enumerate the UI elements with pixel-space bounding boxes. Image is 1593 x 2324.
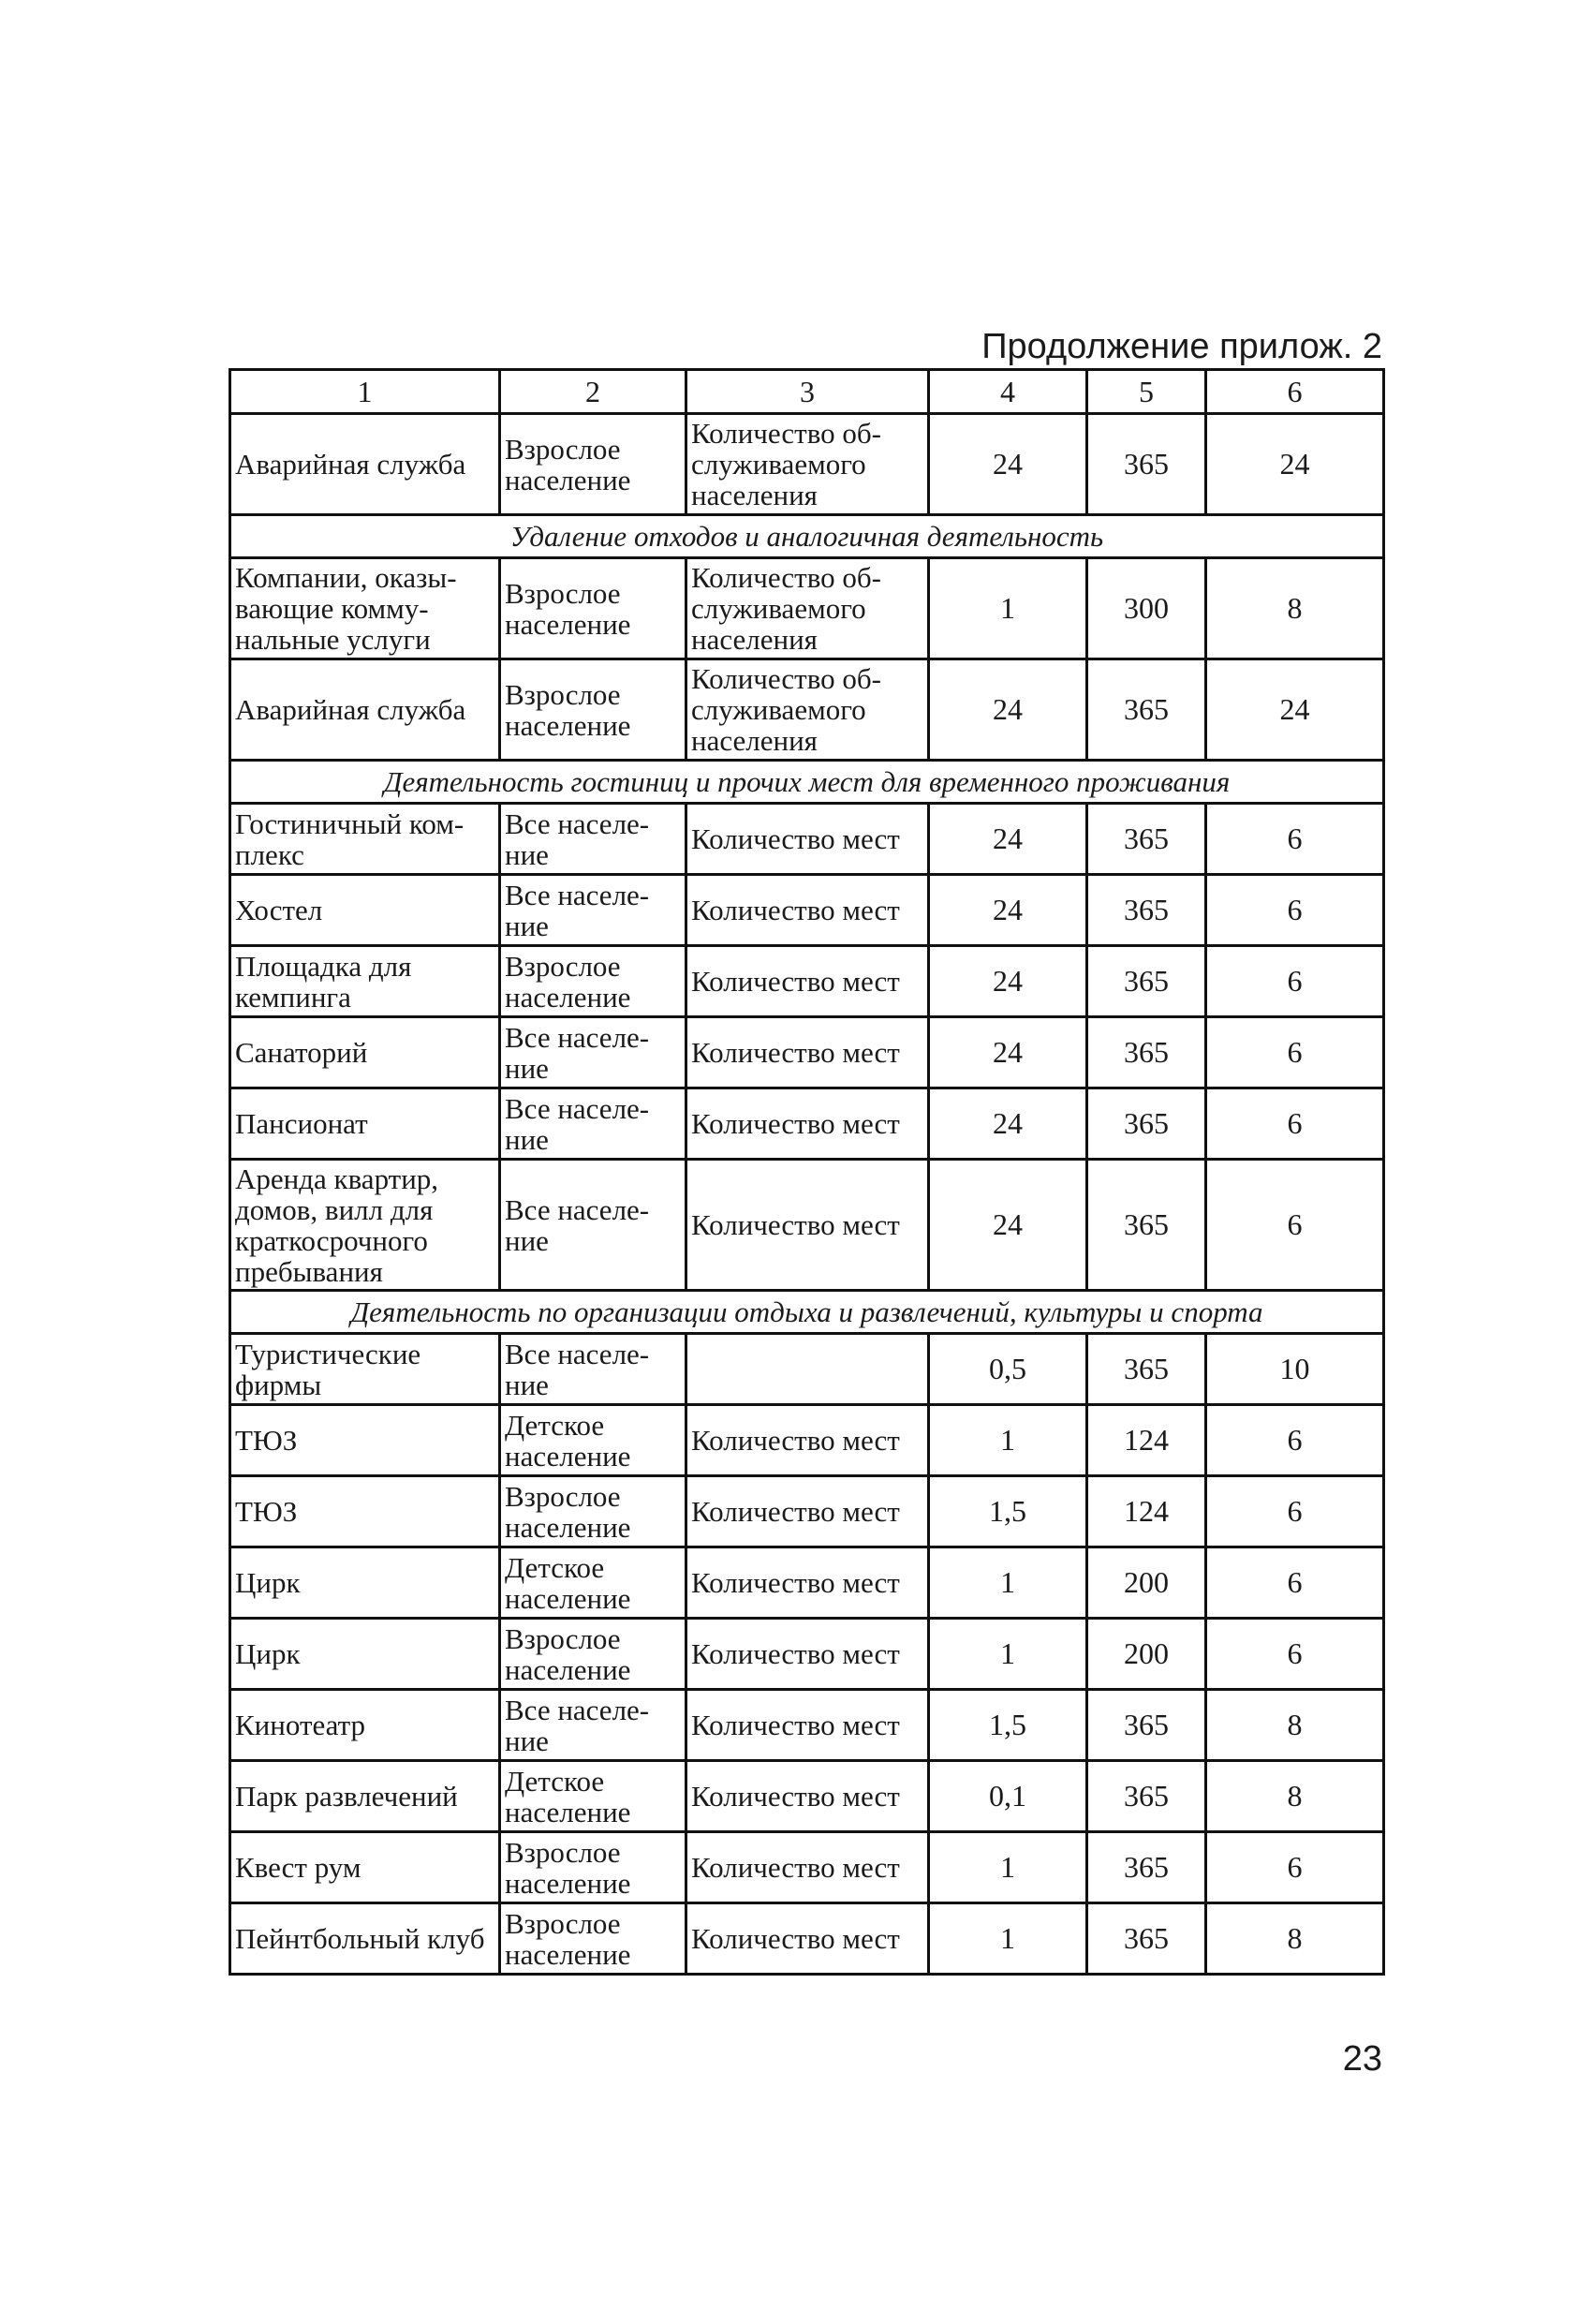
population-cell: Все населе-ние (500, 1690, 686, 1761)
table-row (230, 1832, 1384, 1903)
table-row (230, 558, 1384, 659)
appendix-table (229, 368, 1385, 1976)
unit-cell: Количество мест (686, 1903, 929, 1975)
population-cell: Взрослое население (500, 1832, 686, 1903)
value-cell: 1 (929, 1405, 1087, 1476)
section-title: Деятельность по организации отдыха и развлечений, культуры и спорта (230, 1291, 1384, 1334)
value-cell: 365 (1087, 1903, 1206, 1975)
population-cell: Взрослое население (500, 659, 686, 761)
unit-cell: Количество мест (686, 946, 929, 1017)
unit-cell: Количество мест (686, 1690, 929, 1761)
table-row (230, 1476, 1384, 1547)
value-cell: 24 (929, 1017, 1087, 1088)
value-cell: 365 (1087, 1832, 1206, 1903)
unit-cell: Количество мест (686, 1761, 929, 1832)
value-cell: 365 (1087, 946, 1206, 1017)
organization-cell: Аварийная служба (230, 414, 500, 515)
value-cell: 365 (1087, 1088, 1206, 1160)
organization-cell: Кинотеатр (230, 1690, 500, 1761)
population-cell: Взрослое население (500, 414, 686, 515)
value-cell: 6 (1206, 1160, 1384, 1291)
organization-cell: Площадка для кемпинга (230, 946, 500, 1017)
unit-cell: Количество мест (686, 1017, 929, 1088)
unit-cell: Количество мест (686, 875, 929, 946)
organization-cell: Компании, оказы-вающие комму-нальные услуги (230, 558, 500, 659)
population-cell: Взрослое население (500, 558, 686, 659)
header-cell: 5 (1087, 370, 1206, 414)
value-cell: 365 (1087, 1160, 1206, 1291)
value-cell: 1,5 (929, 1476, 1087, 1547)
unit-cell (686, 1334, 929, 1405)
unit-cell: Количество об-служиваемого населения (686, 659, 929, 761)
organization-cell: Туристические фирмы (230, 1334, 500, 1405)
value-cell: 6 (1206, 804, 1384, 875)
unit-cell: Количество мест (686, 1088, 929, 1160)
value-cell: 1 (929, 1903, 1087, 1975)
organization-cell: Цирк (230, 1547, 500, 1619)
value-cell: 1 (929, 1832, 1087, 1903)
unit-cell: Количество мест (686, 1405, 929, 1476)
population-cell: Детское население (500, 1547, 686, 1619)
value-cell: 8 (1206, 558, 1384, 659)
table-row (230, 946, 1384, 1017)
value-cell: 10 (1206, 1334, 1384, 1405)
unit-cell: Количество мест (686, 1619, 929, 1690)
organization-cell: Аварийная служба (230, 659, 500, 761)
table-row (230, 1405, 1384, 1476)
organization-cell: Пансионат (230, 1088, 500, 1160)
section-title-row (230, 515, 1384, 558)
section-title-row (230, 1291, 1384, 1334)
population-cell: Детское население (500, 1761, 686, 1832)
value-cell: 24 (1206, 659, 1384, 761)
value-cell: 6 (1206, 1017, 1384, 1088)
value-cell: 24 (929, 1160, 1087, 1291)
population-cell: Детское население (500, 1405, 686, 1476)
value-cell: 8 (1206, 1690, 1384, 1761)
population-cell: Все населе-ние (500, 804, 686, 875)
value-cell: 365 (1087, 659, 1206, 761)
value-cell: 365 (1087, 1761, 1206, 1832)
population-cell: Все населе-ние (500, 1017, 686, 1088)
value-cell: 124 (1087, 1476, 1206, 1547)
continuation-label: Продолжение прилож. 2 (981, 327, 1382, 366)
value-cell: 6 (1206, 1832, 1384, 1903)
value-cell: 1,5 (929, 1690, 1087, 1761)
value-cell: 0,1 (929, 1761, 1087, 1832)
table-row (230, 875, 1384, 946)
organization-cell: ТЮЗ (230, 1476, 500, 1547)
value-cell: 200 (1087, 1547, 1206, 1619)
unit-cell: Количество мест (686, 1476, 929, 1547)
table-row (230, 1690, 1384, 1761)
unit-cell: Количество об-служиваемого населения (686, 414, 929, 515)
table-row (230, 804, 1384, 875)
table-row (230, 659, 1384, 761)
table-row (230, 1160, 1384, 1291)
value-cell: 6 (1206, 946, 1384, 1017)
population-cell: Все населе-ние (500, 1334, 686, 1405)
value-cell: 8 (1206, 1903, 1384, 1975)
value-cell: 365 (1087, 804, 1206, 875)
value-cell: 24 (1206, 414, 1384, 515)
header-cell: 2 (500, 370, 686, 414)
population-cell: Все населе-ние (500, 875, 686, 946)
table-row (230, 1761, 1384, 1832)
header-cell: 1 (230, 370, 500, 414)
value-cell: 300 (1087, 558, 1206, 659)
organization-cell: ТЮЗ (230, 1405, 500, 1476)
unit-cell: Количество мест (686, 804, 929, 875)
value-cell: 365 (1087, 414, 1206, 515)
value-cell: 8 (1206, 1761, 1384, 1832)
value-cell: 6 (1206, 1619, 1384, 1690)
value-cell: 0,5 (929, 1334, 1087, 1405)
organization-cell: Хостел (230, 875, 500, 946)
population-cell: Все населе-ние (500, 1088, 686, 1160)
organization-cell: Аренда квартир, домов, вилл для краткосрочного пребывания (230, 1160, 500, 1291)
table-row (230, 1017, 1384, 1088)
section-title: Удаление отходов и аналогичная деятельность (230, 515, 1384, 558)
organization-cell: Пейнтбольный клуб (230, 1903, 500, 1975)
organization-cell: Парк развлечений (230, 1761, 500, 1832)
unit-cell: Количество мест (686, 1547, 929, 1619)
organization-cell: Цирк (230, 1619, 500, 1690)
section-title-row (230, 761, 1384, 804)
value-cell: 1 (929, 558, 1087, 659)
organization-cell: Квест рум (230, 1832, 500, 1903)
value-cell: 1 (929, 1619, 1087, 1690)
header-cell: 3 (686, 370, 929, 414)
value-cell: 365 (1087, 1017, 1206, 1088)
value-cell: 365 (1087, 1690, 1206, 1761)
organization-cell: Санаторий (230, 1017, 500, 1088)
value-cell: 1 (929, 1547, 1087, 1619)
value-cell: 24 (929, 659, 1087, 761)
population-cell: Взрослое население (500, 1476, 686, 1547)
population-cell: Все населе-ние (500, 1160, 686, 1291)
header-cell: 6 (1206, 370, 1384, 414)
value-cell: 6 (1206, 1088, 1384, 1160)
value-cell: 24 (929, 875, 1087, 946)
value-cell: 365 (1087, 875, 1206, 946)
value-cell: 24 (929, 946, 1087, 1017)
section-title: Деятельность гостиниц и прочих мест для временного проживания (230, 761, 1384, 804)
value-cell: 124 (1087, 1405, 1206, 1476)
header-cell: 4 (929, 370, 1087, 414)
value-cell: 365 (1087, 1334, 1206, 1405)
table-row (230, 1903, 1384, 1975)
value-cell: 6 (1206, 1547, 1384, 1619)
header-row (230, 370, 1384, 414)
population-cell: Взрослое население (500, 1619, 686, 1690)
table-row (230, 1547, 1384, 1619)
table-row (230, 1088, 1384, 1160)
population-cell: Взрослое население (500, 1903, 686, 1975)
page-number: 23 (1342, 2039, 1382, 2079)
unit-cell: Количество об-служиваемого населения (686, 558, 929, 659)
value-cell: 6 (1206, 875, 1384, 946)
value-cell: 24 (929, 804, 1087, 875)
value-cell: 24 (929, 1088, 1087, 1160)
unit-cell: Количество мест (686, 1160, 929, 1291)
value-cell: 6 (1206, 1476, 1384, 1547)
population-cell: Взрослое население (500, 946, 686, 1017)
unit-cell: Количество мест (686, 1832, 929, 1903)
table-row (230, 1334, 1384, 1405)
value-cell: 200 (1087, 1619, 1206, 1690)
table-row (230, 1619, 1384, 1690)
value-cell: 6 (1206, 1405, 1384, 1476)
value-cell: 24 (929, 414, 1087, 515)
organization-cell: Гостиничный ком-плекс (230, 804, 500, 875)
table-row (230, 414, 1384, 515)
